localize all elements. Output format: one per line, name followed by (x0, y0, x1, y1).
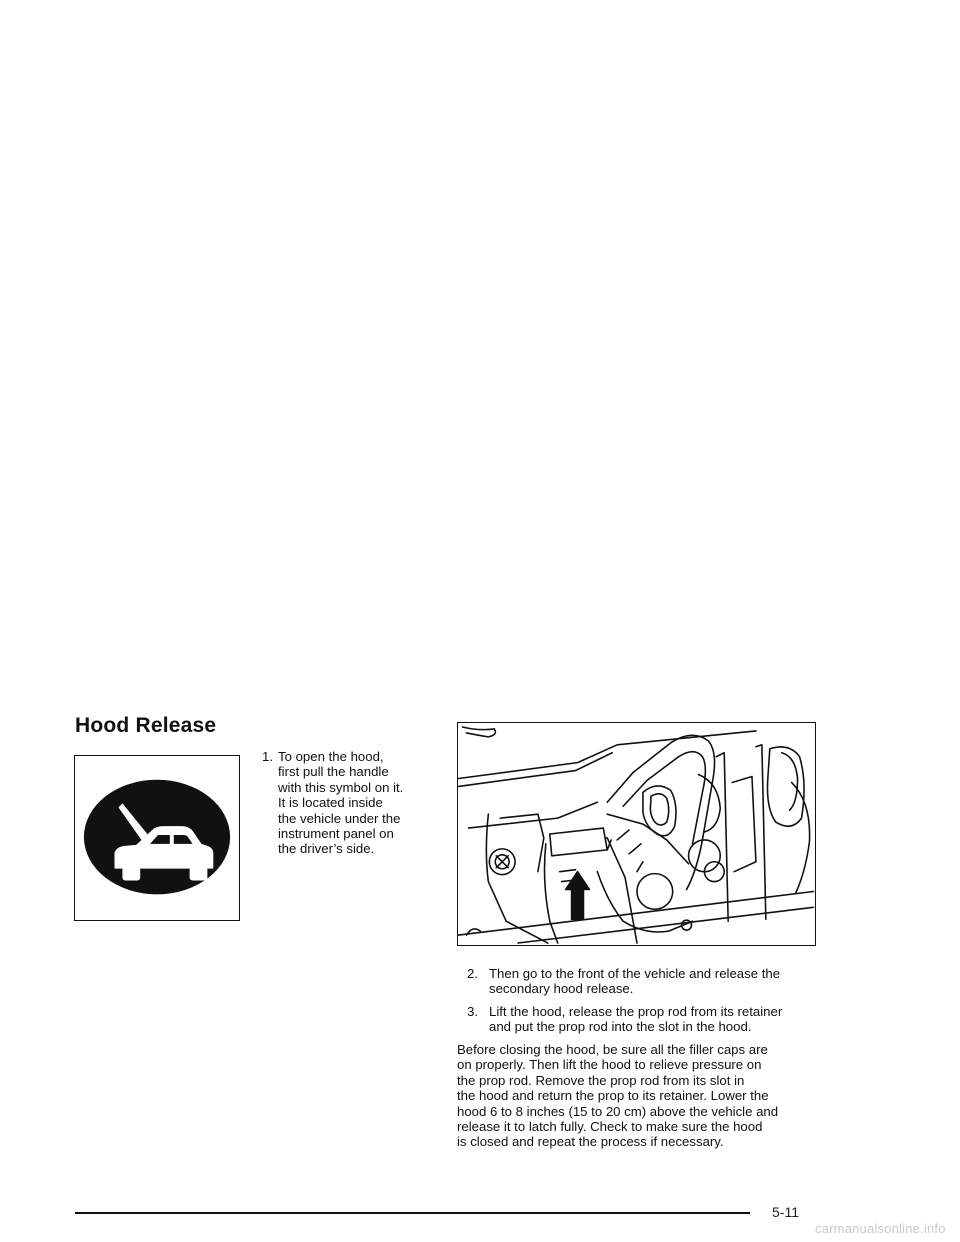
paragraph-line: on properly. Then lift the hood to relieve pressure on (457, 1057, 762, 1073)
step-text-line: and put the prop rod into the slot in the hood. (489, 1019, 752, 1035)
paragraph-line: is closed and repeat the process if necessary. (457, 1134, 724, 1150)
step-text-line: To open the hood, (278, 749, 384, 764)
closing-instructions (457, 1042, 817, 1150)
step-text-line: secondary hood release. (489, 981, 634, 997)
paragraph-line: the hood and return the prop to its retainer. Lower the (457, 1088, 769, 1104)
step-text-line: Lift the hood, release the prop rod from its retainer (489, 1004, 783, 1019)
step-number: 3. (467, 1004, 478, 1019)
secondary-hood-latch-illustration (458, 723, 815, 945)
step-text-line: first pull the handle (278, 764, 389, 780)
footer-rule (75, 1212, 750, 1214)
step-text-line: Then go to the front of the vehicle and release the (489, 966, 781, 981)
step-3 (467, 1004, 812, 1035)
step-number: 1. (262, 749, 273, 764)
page-number: 5-11 (772, 1204, 799, 1220)
hood-open-car-icon (75, 756, 239, 920)
step-1 (262, 749, 432, 857)
paragraph-line: the prop rod. Remove the prop rod from its slot in (457, 1072, 745, 1088)
step-text-line: the vehicle under the (278, 810, 401, 826)
step-number: 2. (467, 966, 478, 981)
paragraph-line: release it to latch fully. Check to make sure the hood (457, 1119, 763, 1135)
secondary-release-illustration-frame (457, 722, 816, 946)
paragraph-line: hood 6 to 8 inches (15 to 20 cm) above the vehicle and (457, 1103, 779, 1119)
step-text-line: the driver’s side. (278, 841, 375, 857)
paragraph-line: Before closing the hood, be sure all the filler caps are (457, 1042, 768, 1057)
section-title: Hood Release (75, 714, 217, 737)
step-2 (467, 966, 812, 997)
hood-release-symbol-frame (74, 755, 240, 921)
step-text-line: with this symbol on it. (278, 779, 404, 795)
step-text-line: It is located inside (278, 795, 383, 811)
step-text-line: instrument panel on (278, 826, 394, 842)
watermark-link[interactable]: carmanualsonline.info (815, 1221, 946, 1236)
